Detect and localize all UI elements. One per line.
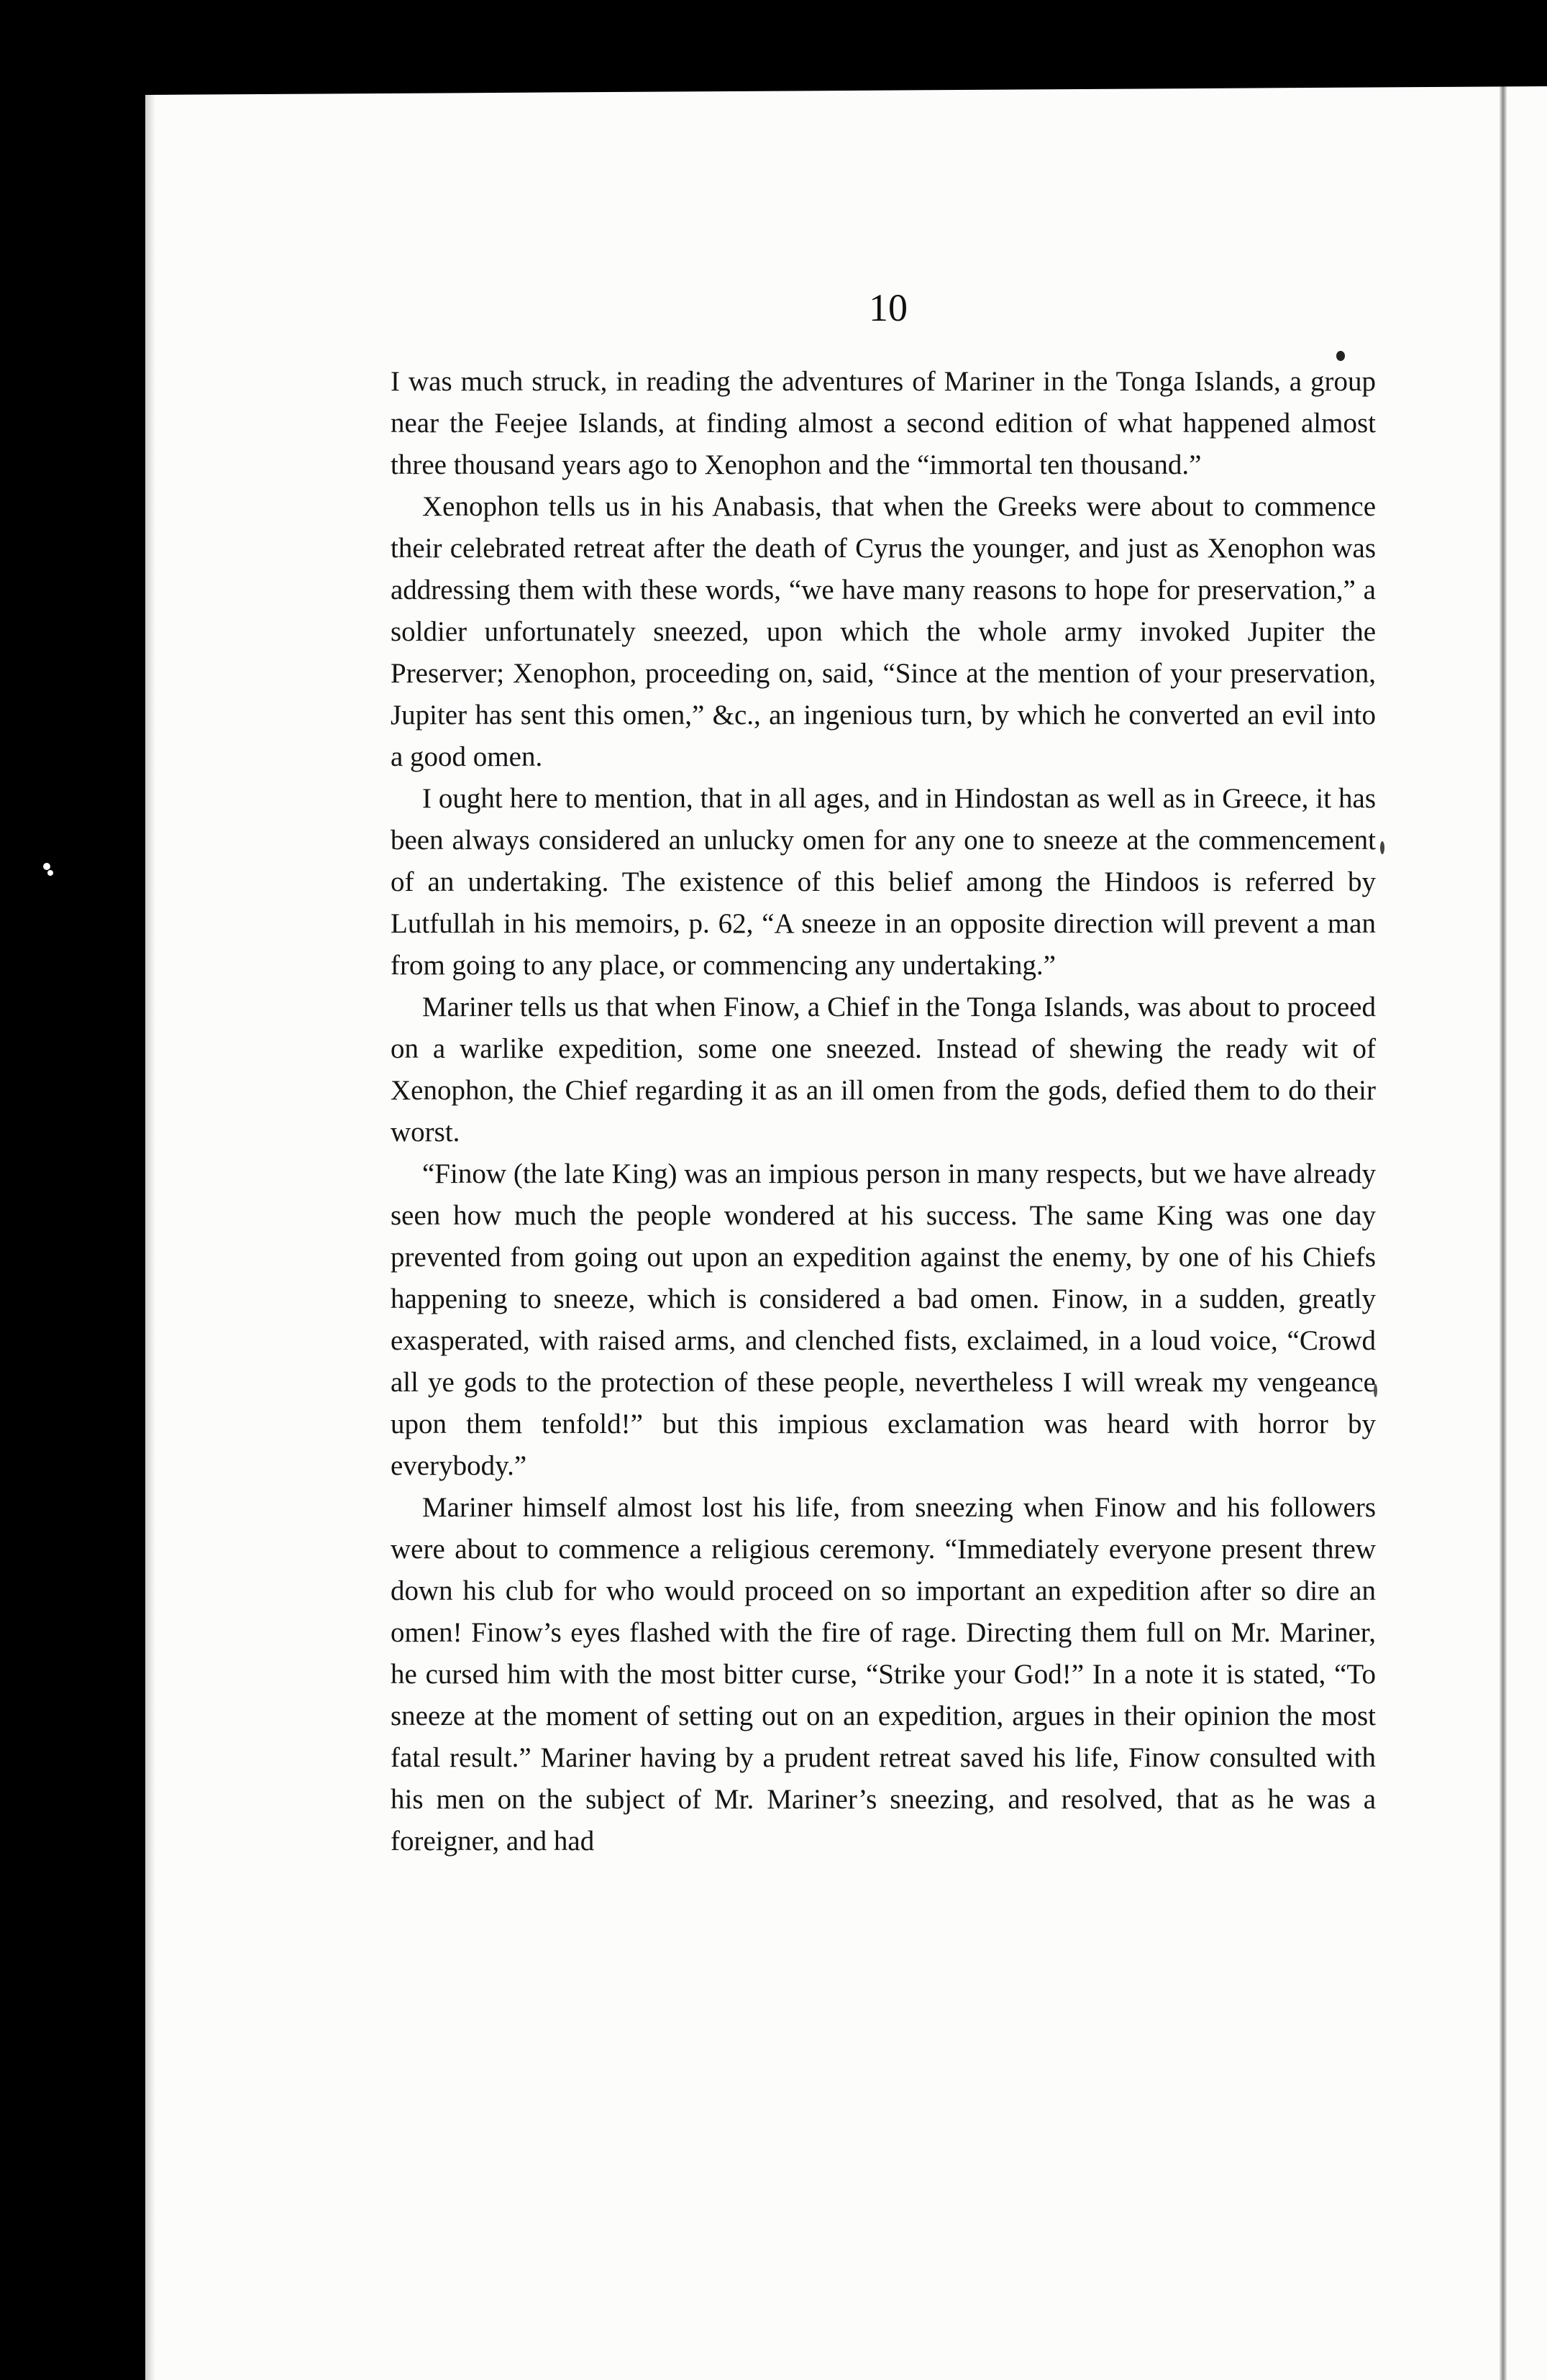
page-fold — [1500, 86, 1507, 2380]
paper-speck — [1336, 351, 1345, 361]
paragraph: I was much struck, in reading the adventures of Mariner in the Tonga Islands, a group near the Feejee Islands, at finding almost a second edition of what happened almost three thousand years ago to Xenophon and the “immortal ten thousand.” — [391, 366, 1376, 480]
edge-mark — [43, 863, 50, 870]
paragraph: Mariner himself almost lost his life, from sneezing when Finow and his followers were about to commence a religious ceremony. “Immediately everyone present threw down his club for who would proceed on so important an expedition after so dire an omen! Finow’s eyes flashed with the fire of rage. Directing them full on Mr. Mariner, he cursed him with the most bitter curse, “Strike your God!” In a note it is stated, “To sneeze at the moment of setting out on an expedition, argues in their opinion the most fatal result.” Mariner having by a prudent retreat saved his life, Finow consulted with his men on the subject of Mr. Mariner’s sneezing, and resolved, that as he was a foreigner, and had — [391, 1492, 1376, 1857]
paper-speck — [1380, 841, 1384, 854]
page-edge-shadow — [145, 95, 155, 2380]
page-number: 10 — [869, 286, 908, 329]
edge-mark — [47, 870, 53, 876]
paragraph: I ought here to mention, that in all ages, and in Hindostan as well as in Greece, it has been always considered an unlucky omen for any one to sneeze at the commencement of an undertaking. The existence of this belief among the Hindoos is referred by Lutfullah in his memoirs, p. 62, “A sneeze in an opposite direction will prevent a man from going to any place, or commencing any undertaking.” — [391, 783, 1376, 981]
paragraph: Xenophon tells us in his Anabasis, that when the Greeks were about to commence their celebrated retreat after the death of Cyrus the younger, and just as Xenophon was addressing them with these words, “we have many reasons to hope for preservation,” a soldier unfortunately sneezed, upon which the whole army invoked Jupiter the Preserver; Xenophon, proceeding on, said, “Since at the mention of your preservation, Jupiter has sent this omen,” &c., an ingenious turn, by which he converted an evil into a good omen. — [391, 491, 1376, 772]
paragraph: Mariner tells us that when Finow, a Chief in the Tonga Islands, was about to proceed on a warlike expedition, some one sneezed. Instead of shewing the ready wit of Xenophon, the Chief regarding it as an ill omen from the gods, defied them to do their worst. — [391, 992, 1376, 1148]
body-text — [391, 361, 1376, 1862]
paragraph: “Finow (the late King) was an impious person in many respects, but we have already seen how much the people wondered at his success. The same King was one day prevented from going out upon an expedition against the enemy, by one of his Chiefs happening to sneeze, which is considered a bad omen. Finow, in a sudden, greatly exasperated, with raised arms, and clenched fists, exclaimed, in a loud voice, “Crowd all ye gods to the protection of these people, nevertheless I will wreak my vengeance upon them tenfold!” but this impious exclamation was heard with horror by everybody.” — [391, 1158, 1376, 1481]
